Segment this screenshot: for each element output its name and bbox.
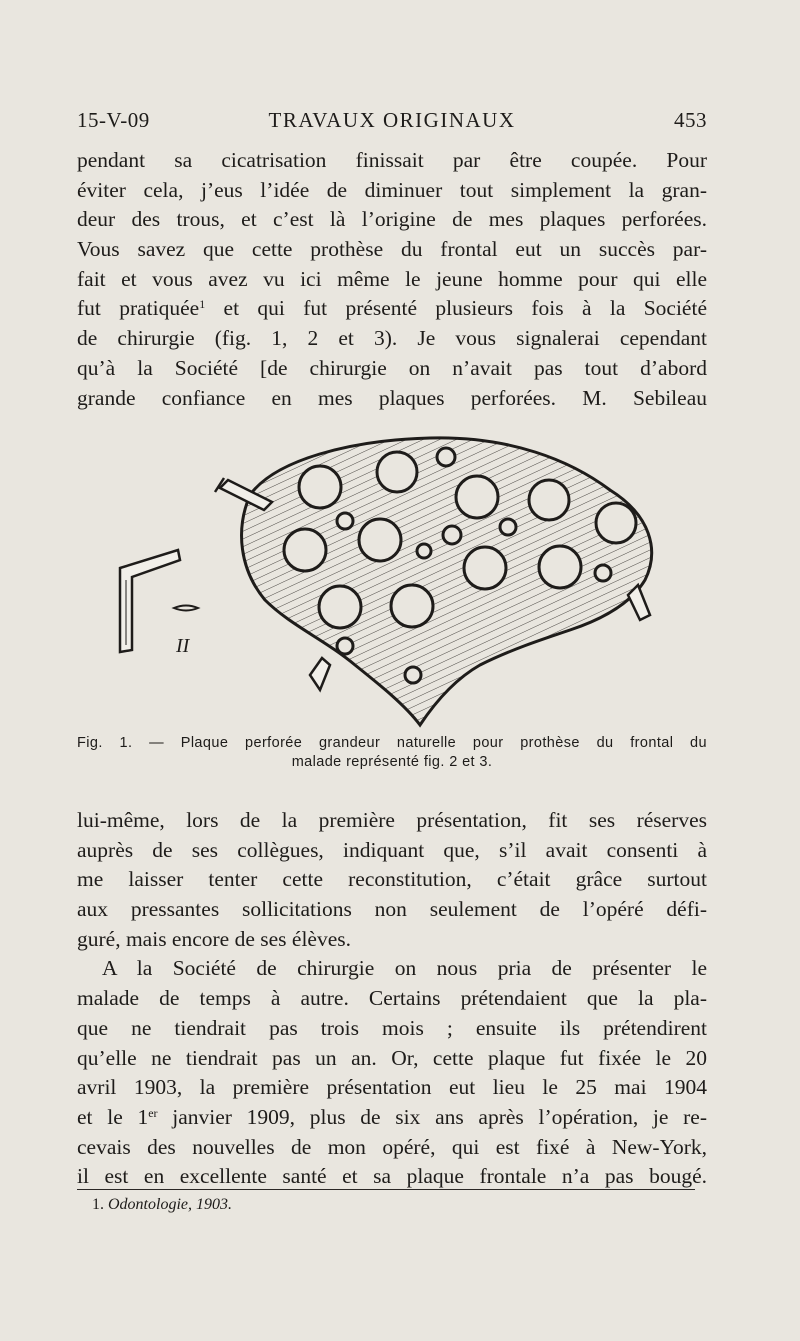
text-line: lui-même, lors de la première présentation, fit ses réserves xyxy=(77,808,707,832)
text-line: deur des trous, et c’est là l’origine de mes plaques perforées. xyxy=(77,207,707,232)
text-line: malade de temps à autre. Certains prétendaient que la pla- xyxy=(77,986,707,1011)
footnote-number: 1. xyxy=(92,1196,104,1213)
text-line: qu’elle ne tiendrait pas un an. Or, cette plaque fut fixée le 20 xyxy=(77,1045,707,1070)
figure-label: II xyxy=(176,635,190,657)
ordinal-suffix: er xyxy=(148,1105,158,1120)
caption-line: malade représenté fig. 2 et 3. xyxy=(291,754,493,770)
text-line xyxy=(77,294,707,324)
text-line: fait et vous avez vu ici même le jeune homme pour qui elle xyxy=(77,266,707,291)
page-number: 453 xyxy=(674,108,707,132)
footnote xyxy=(92,1196,232,1214)
small-hole-mark xyxy=(174,606,198,611)
issue-date: 15-V-09 xyxy=(77,108,150,132)
text-fragment: janvier 1909, plus de six ans après l’opération, je re- xyxy=(157,1104,707,1129)
running-title: TRAVAUX ORIGINAUX xyxy=(268,108,516,132)
text-line: de chirurgie (fig. 1, 2 et 3). Je vous signalerai cependant xyxy=(77,326,707,351)
text-line: il est en excellente santé et sa plaque frontale n’a pas bougé. xyxy=(77,1164,707,1189)
footnote-text: Odontologie, 1903. xyxy=(108,1196,232,1213)
text-line: avril 1903, la première présentation eut lieu le 25 mai 1904 xyxy=(77,1075,707,1100)
text-fragment: fut pratiquée xyxy=(77,296,200,321)
text-line: Vous savez que cette prothèse du frontal eut un succès par- xyxy=(77,237,707,262)
text-line: A la Société de chirurgie on nous pria de présenter le xyxy=(102,956,707,981)
text-line: éviter cela, j’eus l’idée de diminuer tout simplement la gran- xyxy=(77,177,707,202)
footnote-ref: 1 xyxy=(199,297,206,312)
paragraph-1 xyxy=(77,146,707,413)
text-line xyxy=(77,1103,707,1133)
text-line: qu’à la Société [de chirurgie on n’avait pas tout d’abord xyxy=(77,355,707,380)
figure-perforated-plate xyxy=(100,420,700,730)
text-line: cevais des nouvelles de mon opéré, qui est fixé à New-York, xyxy=(77,1134,707,1159)
text-line: que ne tiendrait pas trois mois ; ensuite ils prétendirent xyxy=(77,1015,707,1040)
text-fragment: et le 1 xyxy=(77,1104,149,1129)
text-line: auprès de ses collègues, indiquant que, s’il avait consenti à xyxy=(77,837,707,862)
figure-caption xyxy=(77,734,707,772)
text-line: grande confiance en mes plaques perforées. M. Sebileau xyxy=(77,385,707,410)
caption-line: Fig. 1. — Plaque perforée grandeur naturelle pour prothèse du frontal du xyxy=(77,735,707,751)
running-header xyxy=(77,108,707,138)
text-line: aux pressantes sollicitations non seulement de l’opéré défi- xyxy=(77,897,707,922)
text-line: guré, mais encore de ses élèves. xyxy=(77,926,352,951)
text-line: pendant sa cicatrisation finissait par être coupée. Pour xyxy=(77,148,707,172)
paragraph-2 xyxy=(77,806,707,1192)
footnote-rule xyxy=(77,1189,695,1190)
text-line: me laisser tenter cette reconstitution, c’était grâce surtout xyxy=(77,867,707,892)
small-bent-piece xyxy=(120,550,180,652)
text-fragment: et qui fut présenté plusieurs fois à la Société xyxy=(205,296,707,321)
